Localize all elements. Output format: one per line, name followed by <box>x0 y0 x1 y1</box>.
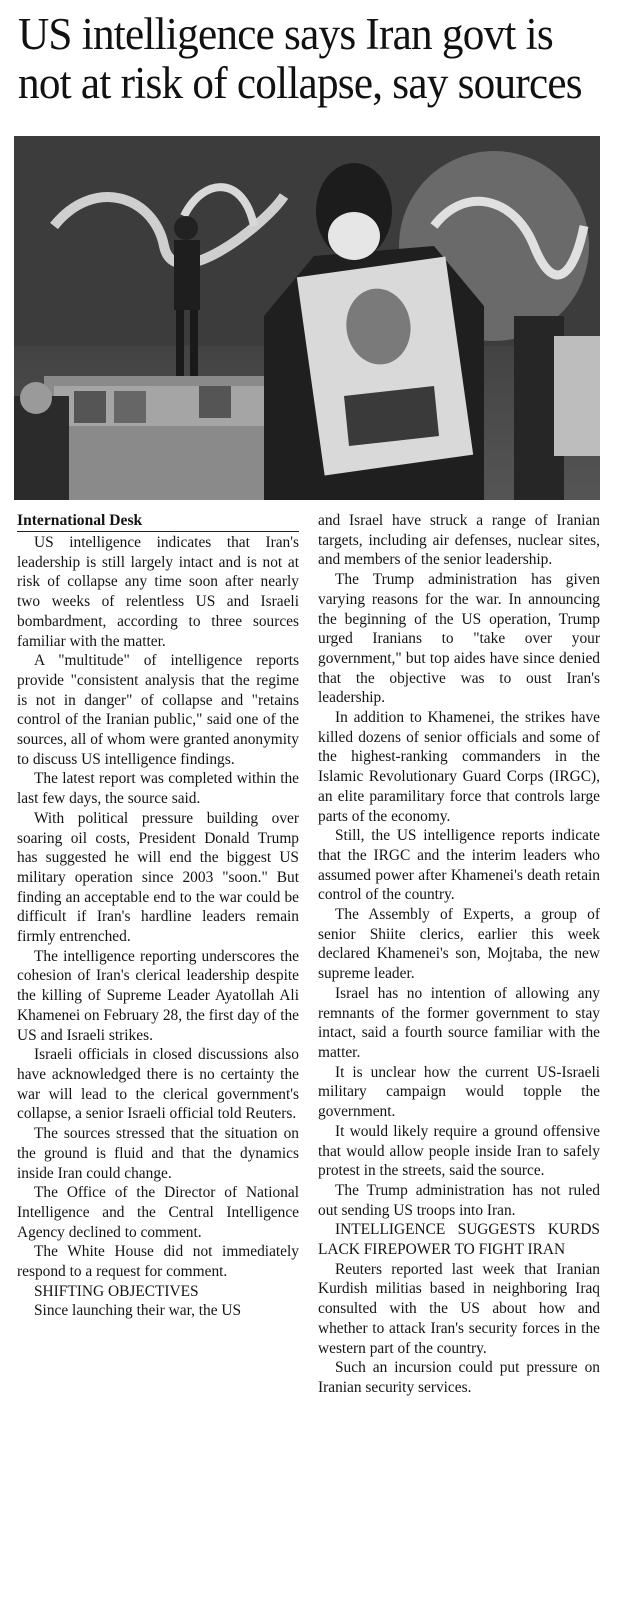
byline-rule <box>17 531 299 532</box>
paragraph: It would likely require a ground offensive that would allow people inside Iran to safely protest in the streets, said the source. <box>318 1122 600 1180</box>
article-column-right <box>318 511 600 1398</box>
paragraph: The Office of the Director of National Intelligence and the Central Intelligence Agency declined to comment. <box>17 1184 299 1241</box>
article-photo <box>14 136 600 500</box>
paragraph: Israel has no intention of allowing any remnants of the former government to stay intact, said a fourth source familiar with the matter. <box>318 984 600 1061</box>
paragraph: Israeli officials in closed discussions also have acknowledged there is no certainty the war will lead to the clerical government's collapse, a senior Israeli official told Reuters. <box>17 1046 299 1123</box>
paragraph: US intelligence indicates that Iran's leadership is still largely intact and is not at risk of collapse any time soon after nearly two weeks of relentless US and Israeli bombardment, according to three sources familiar with the matter. <box>17 534 299 650</box>
headline: US intelligence says Iran govt is not at risk of collapse, say sources <box>18 9 582 108</box>
paragraph: The White House did not immediately respond to a request for comment. <box>17 1243 299 1281</box>
article-column-left <box>17 511 299 1321</box>
byline: International Desk <box>17 512 143 529</box>
paragraph: The sources stressed that the situation on the ground is fluid and that the dynamics inside Iran could change. <box>17 1125 299 1182</box>
paragraph: Still, the US intelligence reports indicate that the IRGC and the interim leaders who assumed power after Khamenei's death retain control of the country. <box>318 827 600 904</box>
paragraph: In addition to Khamenei, the strikes have killed dozens of senior officials and some of the highest-ranking commanders in the Islamic Revolutionary Guard Corps (IRGC), an elite paramilitary force that controls large parts of the economy. <box>318 709 600 825</box>
paragraph: With political pressure building over soaring oil costs, President Donald Trump has suggested he will end the biggest US military operation since 2003 "soon." But finding an acceptable end to the war could be difficult if Iran's hardline leaders remain firmly entrenched. <box>17 809 299 946</box>
paragraph: It is unclear how the current US-Israeli military campaign would topple the government. <box>318 1063 600 1121</box>
paragraph-continued: and Israel have struck a range of Iranian targets, including air defenses, nuclear sites, and members of the senior leadership. <box>318 512 600 569</box>
paragraph: A "multitude" of intelligence reports provide "consistent analysis that the regime is not in danger" of collapse and "retains control of the Iranian public," said one of the sources, all of whom were granted anonymity to discuss US intelligence findings. <box>17 652 299 768</box>
paragraph: The Assembly of Experts, a group of senior Shiite clerics, earlier this week declared Khamenei's son, Mojtaba, the new supreme leader. <box>318 906 600 983</box>
paragraph: The intelligence reporting underscores the cohesion of Iran's clerical leadership despite the killing of Supreme Leader Ayatollah Ali Khamenei on February 28, the first day of the US and Israeli strikes. <box>17 947 299 1044</box>
subheading: SHIFTING OBJECTIVES <box>34 1282 199 1300</box>
photo-illustration <box>14 136 600 500</box>
paragraph: Since launching their war, the US <box>34 1302 242 1320</box>
paragraph: Such an incursion could put pressure on Iranian security services. <box>318 1359 600 1396</box>
subheading: INTELLIGENCE SUGGESTS KURDS LACK FIREPOWER TO FIGHT IRAN <box>318 1221 600 1259</box>
paragraph: The latest report was completed within the last few days, the source said. <box>17 770 299 808</box>
paragraph: Reuters reported last week that Iranian Kurdish militias based in neighboring Iraq consulted with the US about how and whether to attack Iran's security forces in the western part of the country. <box>318 1260 600 1357</box>
paragraph: The Trump administration has given varying reasons for the war. In announcing the beginning of the US operation, Trump urged Iranians to "take over your government," but top aides have since denied that the objective was to oust Iran's leadership. <box>318 571 600 707</box>
paragraph: The Trump administration has not ruled out sending US troops into Iran. <box>318 1181 600 1219</box>
